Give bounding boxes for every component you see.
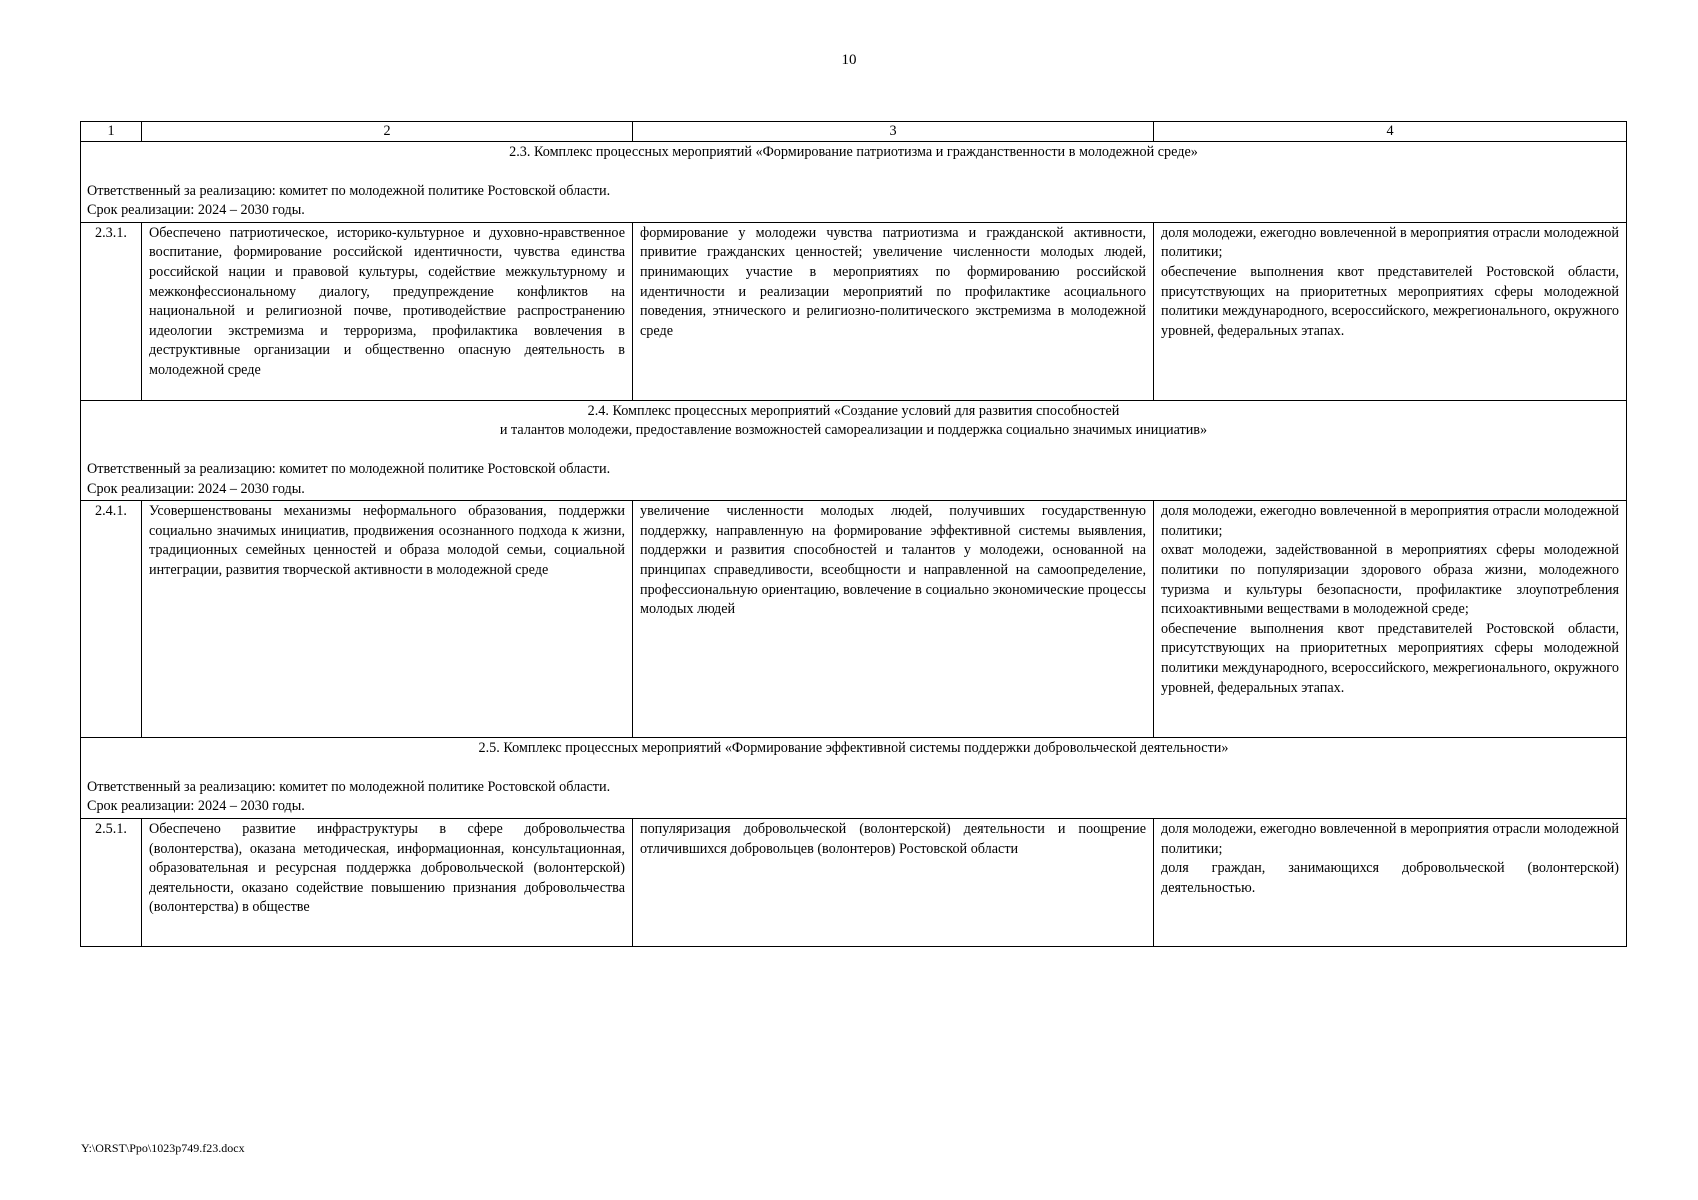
section-term: Срок реализации: 2024 – 2030 годы. bbox=[87, 480, 305, 497]
section-responsible: Ответственный за реализацию: комитет по молодежной политике Ростовской области. bbox=[87, 182, 611, 199]
row-effect: популяризация добровольческой (волонтерской) деятельности и поощрение отличившихся добровольцев (волонтеров) Ростовской области bbox=[633, 818, 1154, 946]
header-col-4: 4 bbox=[1154, 122, 1627, 142]
section-header bbox=[81, 400, 1627, 500]
row-task: Обеспечено развитие инфраструктуры в сфере добровольчества (волонтерства), оказана методическая, информационная, консультационная, образовательная и ресурсная поддержка добровольческой (волонтерской) деятельности, оказано содействие повышению признания добровольчества (волонтерства) в обществе bbox=[142, 818, 633, 946]
indicator-item: охват молодежи, задействованной в мероприятиях сферы молодежной политики по популяризации здорового образа жизни, молодежного туризма и культуры безопасности, профилактике злоупотребления психоактивными веществами в молодежной среде; bbox=[1161, 542, 1619, 618]
section-term: Срок реализации: 2024 – 2030 годы. bbox=[87, 202, 305, 219]
indicator-item: доля граждан, занимающихся добровольческой (волонтерской) деятельностью. bbox=[1161, 860, 1619, 896]
section-responsible: Ответственный за реализацию: комитет по молодежной политике Ростовской области. bbox=[87, 778, 611, 795]
table-header-row bbox=[81, 122, 1627, 142]
indicator-item: обеспечение выполнения квот представителей Ростовской области, присутствующих на приоритетных мероприятиях сферы молодежной политики международного, всероссийского, межрегионального, окружного уровней, федеральных этапах. bbox=[1161, 263, 1619, 339]
row-number: 2.3.1. bbox=[81, 222, 142, 400]
footer-file-path: Y:\ORST\Ppo\1023p749.f23.docx bbox=[81, 1141, 245, 1155]
section-title: 2.4. Комплекс процессных мероприятий «Создание условий для развития способностей и талантов молодежи, предоставление возможностей самореализации и поддержка социально значимых инициатив» bbox=[499, 402, 1208, 439]
header-col-1: 1 bbox=[81, 122, 142, 142]
section-header-row bbox=[81, 142, 1627, 223]
program-table bbox=[80, 121, 1627, 947]
table-row bbox=[81, 818, 1627, 946]
row-effect: увеличение численности молодых людей, получивших государственную поддержку, направленную на формирование эффективной системы выявления, поддержки и развития способностей и талантов у молодежи, основанной на принципах справедливости, всеобщности и направленной на самоопределение, профессиональную ориентацию, вовлечение в социально экономические процессы молодых людей bbox=[633, 501, 1154, 738]
indicator-item: доля молодежи, ежегодно вовлеченной в мероприятия отрасли молодежной политики; bbox=[1161, 820, 1619, 857]
table-row bbox=[81, 501, 1627, 738]
table-row bbox=[81, 222, 1627, 400]
header-col-3: 3 bbox=[633, 122, 1154, 142]
row-task: Обеспечено патриотическое, историко-культурное и духовно-нравственное воспитание, формирование российской идентичности, чувства единства российской нации и правовой культуры, содействие межкультурному и межконфессиональному диалогу, предупреждение конфликтов на национальной и религиозной почве, противодействие распространению идеологии экстремизма и терроризма, профилактика вовлечения в деструктивные организации и общественно опасную деятельность в молодежной среде bbox=[142, 222, 633, 400]
section-header bbox=[81, 142, 1627, 223]
header-col-2: 2 bbox=[142, 122, 633, 142]
section-header bbox=[81, 738, 1627, 819]
page-number: 10 bbox=[841, 52, 857, 68]
section-title: 2.5. Комплекс процессных мероприятий «Формирование эффективной системы поддержки добровольческой деятельности» bbox=[478, 740, 1229, 757]
row-indicators bbox=[1154, 818, 1627, 946]
row-task: Усовершенствованы механизмы неформального образования, поддержки социально значимых инициатив, продвижения осознанного подхода к жизни, традиционных семейных ценностей и образа молодой семьи, социальной интеграции, развития творческой активности в молодежной среде bbox=[142, 501, 633, 738]
indicator-item: доля молодежи, ежегодно вовлеченной в мероприятия отрасли молодежной политики; bbox=[1161, 503, 1619, 539]
section-header-row bbox=[81, 400, 1627, 500]
section-responsible: Ответственный за реализацию: комитет по молодежной политике Ростовской области. bbox=[87, 460, 611, 477]
section-title: 2.3. Комплекс процессных мероприятий «Формирование патриотизма и гражданственности в молодежной среде» bbox=[509, 144, 1198, 160]
row-number: 2.5.1. bbox=[81, 818, 142, 946]
row-effect: формирование у молодежи чувства патриотизма и гражданской активности, привитие гражданских ценностей; увеличение численности молодых людей, принимающих участие в мероприятиях по формированию российской идентичности и реализации мероприятий по профилактике асоциального поведения, этнического и религиозно-политического экстремизма в молодежной среде bbox=[633, 222, 1154, 400]
section-header-row bbox=[81, 738, 1627, 819]
section-term: Срок реализации: 2024 – 2030 годы. bbox=[87, 798, 305, 815]
row-indicators bbox=[1154, 222, 1627, 400]
indicator-item: обеспечение выполнения квот представителей Ростовской области, присутствующих на приоритетных мероприятиях сферы молодежной политики международного, всероссийского, межрегионального, окружного уровней, федеральных этапах. bbox=[1161, 620, 1619, 696]
row-number: 2.4.1. bbox=[81, 501, 142, 738]
indicator-item: доля молодежи, ежегодно вовлеченной в мероприятия отрасли молодежной политики; bbox=[1161, 224, 1619, 261]
row-indicators bbox=[1154, 501, 1627, 738]
